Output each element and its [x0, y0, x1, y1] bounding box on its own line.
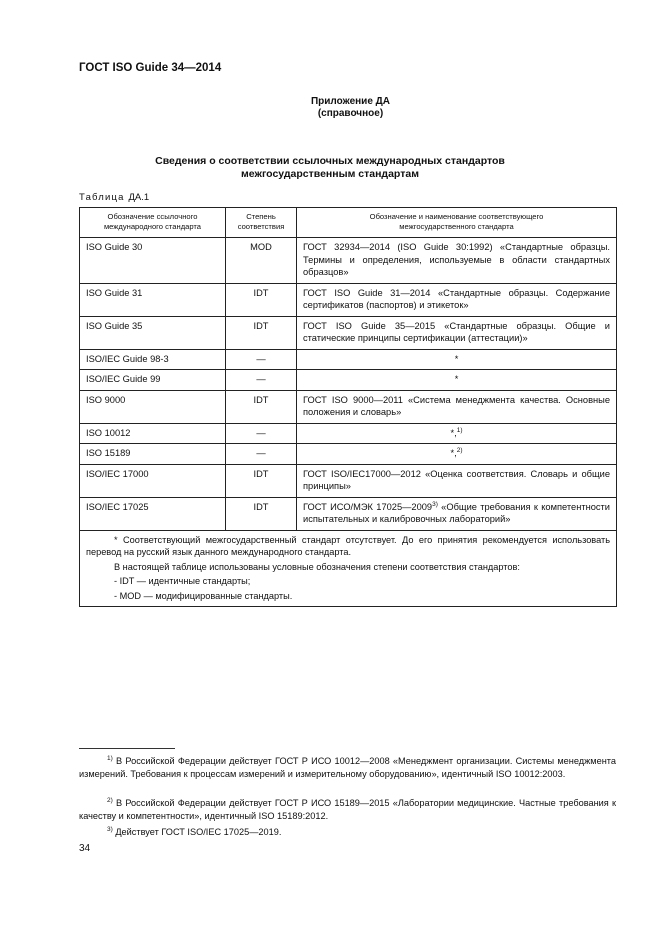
reference-cell: ISO/IEC Guide 99	[80, 370, 226, 391]
footnote-ref[interactable]: 1)	[456, 426, 463, 434]
degree-cell: IDT	[226, 283, 297, 316]
table-row	[80, 370, 617, 391]
gost-cell	[297, 423, 617, 444]
table-caption	[79, 192, 149, 203]
table-caption-number: ДА.1	[128, 192, 150, 203]
table-row	[80, 349, 617, 370]
degree-cell: IDT	[226, 316, 297, 349]
section-title-line-1: Сведения о соответствии ссылочных международных стандартов	[155, 155, 505, 167]
footnote-separator	[79, 748, 175, 749]
reference-cell: ISO Guide 30	[80, 238, 226, 284]
footnote-mark: 3)	[107, 826, 113, 833]
degree-cell: MOD	[226, 238, 297, 284]
degree-cell: —	[226, 370, 297, 391]
legend-intro: В настоящей таблице использованы условные обозначения степени соответствия стандартов:	[114, 561, 520, 572]
annex-status: (справочное)	[317, 108, 384, 119]
degree-cell: —	[226, 423, 297, 444]
gost-cell: ГОСТ 32934—2014 (ISO Guide 30:1992) «Стандартные образцы. Термины и определения, используемые в области стандартных образцов»	[297, 238, 617, 284]
reference-cell: ISO Guide 35	[80, 316, 226, 349]
degree-cell: IDT	[226, 497, 297, 530]
table-row	[80, 390, 617, 423]
footnote-ref[interactable]: 3)	[432, 500, 438, 508]
reference-cell: ISO 9000	[80, 390, 226, 423]
table-row	[80, 238, 617, 284]
annex-heading	[0, 96, 661, 120]
footnote-3	[79, 826, 616, 839]
reference-cell: ISO/IEC 17025	[80, 497, 226, 530]
page-number: 34	[79, 843, 91, 854]
gost-cell: ГОСТ ISO/IEC17000—2012 «Оценка соответствия. Словарь и общие принципы»	[297, 464, 617, 497]
gost-cell: *	[297, 349, 617, 370]
footnote-text: В Российской Федерации действует ГОСТ Р ИСО 15189—2015 «Лаборатории медицинские. Частные требования к качеству и компетентности», идентичный ISO 15189:2012.	[79, 798, 616, 821]
table-row	[80, 464, 617, 497]
table-notes	[80, 530, 617, 607]
degree-cell: —	[226, 349, 297, 370]
gost-text: *,	[450, 448, 457, 458]
reference-cell: ISO 10012	[80, 423, 226, 444]
footnote-mark: 2)	[107, 797, 113, 804]
column-header-gost: Обозначение и наименование соответствующего межгосударственного стандарта	[297, 208, 617, 238]
gost-cell	[297, 444, 617, 465]
table-row	[80, 444, 617, 465]
star-note: * Соответствующий межгосударственный стандарт отсутствует. До его принятия рекомендуется использовать перевод на русский язык данного международного стандарта.	[86, 534, 610, 557]
table-row	[80, 316, 617, 349]
footnote-1	[79, 755, 616, 781]
footnote-mark: 1)	[107, 755, 113, 762]
footnote-2	[79, 797, 616, 823]
reference-cell: ISO 15189	[80, 444, 226, 465]
section-title	[80, 155, 580, 181]
gost-cell	[297, 497, 617, 530]
table-caption-prefix: Таблица	[79, 192, 125, 203]
degree-cell: IDT	[226, 390, 297, 423]
gost-cell: ГОСТ ISO 9000—2011 «Система менеджмента качества. Основные положения и словарь»	[297, 390, 617, 423]
table-notes-row	[80, 530, 617, 607]
column-header-degree: Степень соответствия	[226, 208, 297, 238]
gost-cell: ГОСТ ISO Guide 35—2015 «Стандартные образцы. Общие и статические принципы сертификации (аттестации)»	[297, 316, 617, 349]
running-header: ГОСТ ISO Guide 34—2014	[79, 62, 222, 74]
column-header-reference: Обозначение ссылочного международного стандарта	[80, 208, 226, 238]
gost-text-rest: «Общие требования к компетентности испытательных и калибровочных лабораторий»	[303, 501, 610, 524]
reference-cell: ISO Guide 31	[80, 283, 226, 316]
reference-cell: ISO/IEC 17000	[80, 464, 226, 497]
section-title-line-2: межгосударственным стандартам	[241, 168, 419, 180]
table-row	[80, 283, 617, 316]
footnote-ref[interactable]: 2)	[456, 447, 463, 454]
table-row	[80, 497, 617, 530]
gost-cell: ГОСТ ISO Guide 31—2014 «Стандартные образцы. Содержание сертификатов (паспортов) и этикеток»	[297, 283, 617, 316]
legend-mod: - MOD — модифицированные стандарты.	[114, 590, 293, 601]
gost-cell: *	[297, 370, 617, 391]
annex-title: Приложение ДА	[310, 96, 391, 107]
table-header-row	[80, 208, 617, 238]
footnote-text: В Российской Федерации действует ГОСТ Р ИСО 10012—2008 «Менеджмент организации. Системы менеджмента измерений. Требования к процессам измерений и измерительному оборудованию», идентичный ISO 10012:2003.	[79, 756, 616, 779]
gost-text: *,	[450, 427, 457, 438]
reference-cell: ISO/IEC Guide 98-3	[80, 349, 226, 370]
legend-idt: - IDT — идентичные стандарты;	[114, 576, 251, 586]
footnote-text: Действует ГОСТ ISO/IEC 17025—2019.	[112, 827, 282, 837]
correspondence-table	[79, 207, 617, 607]
degree-cell: —	[226, 444, 297, 465]
gost-text: ГОСТ ИСО/МЭК 17025—2009	[303, 501, 433, 512]
degree-cell: IDT	[226, 464, 297, 497]
table-row	[80, 423, 617, 444]
